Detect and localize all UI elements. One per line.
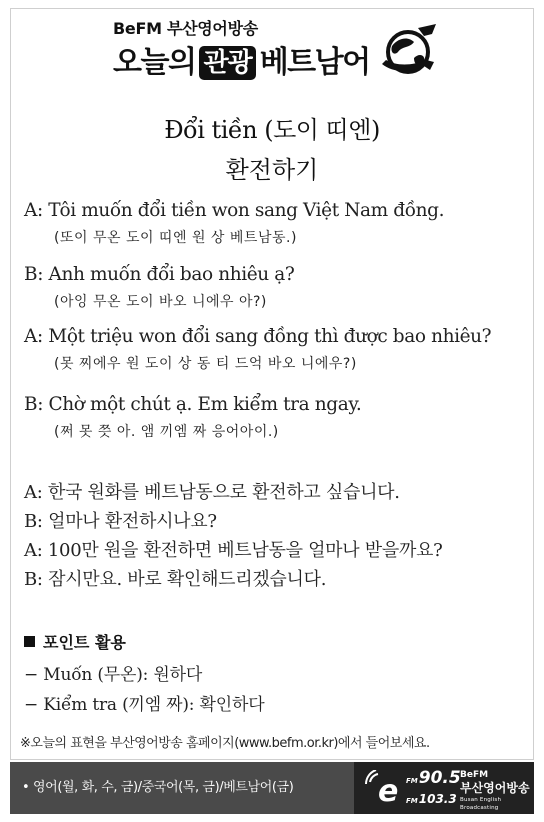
korean-line: B: 얼마나 환전하시나요? bbox=[24, 511, 217, 532]
phrase-title-korean: 환전하기 bbox=[225, 156, 319, 184]
point-item: − Muốn (무온): 원하다 bbox=[24, 665, 203, 685]
point-list bbox=[24, 660, 264, 720]
phrase-title-vietnamese: Đổi tiền (도이 띠엔) bbox=[164, 116, 380, 144]
dialogue-line: B: Chờ một chút ạ. Em kiểm tra ngay. bbox=[24, 394, 362, 415]
footer bbox=[10, 762, 534, 814]
frequency-primary: 90.5 bbox=[418, 768, 461, 788]
title-prefix: 오늘의 bbox=[113, 45, 196, 80]
station-english-name: Busan English Broadcasting bbox=[460, 797, 502, 811]
station-brand: BeFM bbox=[460, 770, 489, 780]
title-suffix: 베트남어 bbox=[259, 45, 370, 80]
station-name-block bbox=[460, 770, 534, 812]
frequency bbox=[406, 769, 461, 809]
dialogue-item bbox=[24, 326, 491, 373]
korean-line: B: 잠시만요. 바로 확인해드리겠습니다. bbox=[24, 569, 327, 590]
station-logo bbox=[354, 762, 534, 814]
broadcast-schedule: • 영어(월, 화, 수, 금)/중국어(목, 금)/베트남어(금) bbox=[22, 780, 294, 795]
fm-label: FM bbox=[406, 797, 418, 805]
dialogue-item bbox=[24, 264, 294, 311]
pronunciation: (못 찌에우 원 도이 상 동 티 드억 바오 니에우?) bbox=[54, 356, 357, 372]
korean-line: A: 100만 원을 환전하면 베트남동을 얼마나 받을까요? bbox=[24, 540, 443, 561]
dialogue-line: A: Một triệu won đổi sang đồng thì được bao nhiêu? bbox=[24, 326, 492, 347]
station-name: 부산영어방송 bbox=[460, 781, 530, 795]
pronunciation: (또이 무온 도이 띠엔 원 상 베트남동.) bbox=[54, 230, 297, 246]
title-boxed: 관광 bbox=[199, 46, 255, 80]
frequency-secondary: 103.3 bbox=[418, 792, 457, 806]
dialogue-line: A: Tôi muốn đổi tiền won sang Việt Nam đồng. bbox=[24, 200, 445, 221]
point-section-title bbox=[24, 630, 126, 653]
dialogue-line: B: Anh muốn đổi bao nhiêu ạ? bbox=[24, 264, 295, 285]
radio-wave-logo-icon bbox=[364, 770, 408, 806]
dialogue-item bbox=[24, 394, 361, 441]
header bbox=[0, 14, 544, 92]
square-bullet-icon bbox=[24, 636, 35, 647]
point-item: − Kiểm tra (끼엠 짜): 확인하다 bbox=[24, 695, 265, 715]
homepage-note: ※오늘의 표현을 부산영어방송 홈페이지(www.befm.or.kr)에서 들어보세요. bbox=[20, 736, 430, 751]
dialogue-item bbox=[24, 200, 444, 247]
brand-label: BeFM 부산영어방송 bbox=[113, 19, 258, 38]
pronunciation: (아잉 무온 도이 바오 니에우 아?) bbox=[54, 294, 267, 310]
globe-airplane-icon bbox=[378, 22, 440, 84]
pronunciation: (쩌 못 쯧 아. 앰 끼엠 짜 응어아이.) bbox=[54, 424, 279, 440]
point-title-text: 포인트 활용 bbox=[43, 633, 126, 652]
fm-label: FM bbox=[406, 777, 418, 785]
korean-translation bbox=[24, 478, 529, 594]
korean-line: A: 한국 원화를 베트남동으로 환전하고 싶습니다. bbox=[24, 482, 400, 503]
svg-text:e: e bbox=[378, 774, 399, 806]
page-title bbox=[113, 44, 370, 82]
